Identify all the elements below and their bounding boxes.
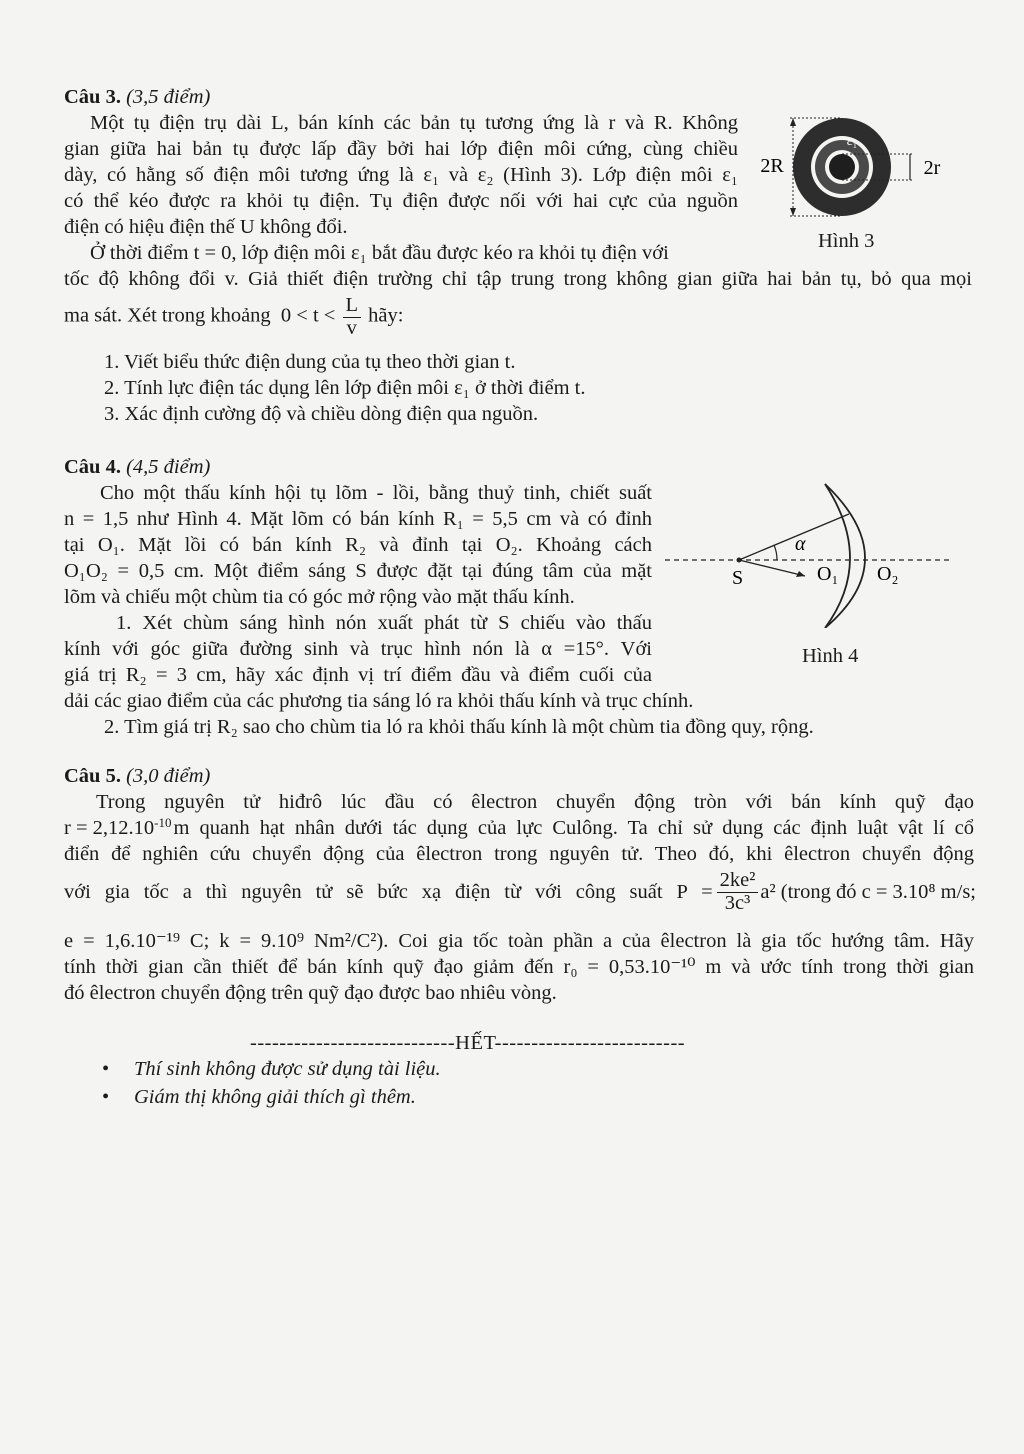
q4-line: Cho một thấu kính hội tụ lõm - lồi, bằng thuỷ tinh, chiết suất (100, 482, 652, 504)
inner-ray (739, 560, 805, 576)
q4-line: O₁O₂ = 0,5 cm. Một điểm sáng S được đặt tại đúng tâm của mặt (64, 560, 652, 582)
power-fraction: $\frac{\text{2ke²}}{\text{3c³}}$ (717, 870, 759, 914)
label-alpha: α (795, 533, 806, 555)
question-5-cont (64, 928, 976, 1006)
q3-line: tốc độ không đổi v. Giả thiết điện trường chỉ tập trung trong không gian giữa hai bản tụ, bỏ qua mọi (64, 268, 972, 290)
convex-surface (825, 484, 865, 628)
point-source (737, 558, 742, 563)
figure-3-capacitor (760, 112, 960, 227)
figure-3-caption: Hình 3 (818, 230, 875, 252)
q4-line: tại O₁. Mặt lồi có bán kính R₂ và đỉnh tại O₂. Khoảng cách (64, 534, 652, 556)
figure-4-lens (665, 478, 955, 628)
label-s: S (732, 567, 744, 589)
end-marker: ----------------------------HẾT-------------------------- (250, 1032, 686, 1054)
q3-task: 1. Viết biểu thức điện dung của tụ theo thời gian t. (104, 351, 516, 373)
q4-heading: Câu 4. (4,5 điểm) (64, 456, 211, 478)
q3-line: Ở thời điểm t = 0, lớp điện môi ε₁ bắt đầu được kéo ra khỏi tụ điện với (90, 242, 669, 264)
inner-conductor (829, 154, 855, 180)
q3-heading: Câu 3. (3,5 điểm) (64, 86, 211, 108)
figure-4-caption: Hình 4 (802, 645, 859, 667)
q3-line: gian giữa hai bản tụ được lấp đầy bởi hai lớp điện môi cứng, cùng chiều (64, 138, 738, 160)
q3-task: 2. Tính lực điện tác dụng lên lớp điện môi ε₁ ở thời điểm t. (104, 377, 586, 399)
q3-line: Một tụ điện trụ dài L, bán kính các bản tụ tương ứng là r và R. Không (90, 112, 738, 134)
q5-power-formula: với gia tốc a thì nguyên tử sẽ bức xạ điện từ với công suất P = $\frac{\text{2ke²}}{\text{3c³}}$ a² (trong đó c = 3.10⁸ m/s; (64, 869, 976, 914)
q3-tasks (104, 349, 804, 427)
q4-line: kính với góc giữa đường sinh và trục hình nón là α =15°. Với (64, 638, 652, 660)
q3-line: điện có hiệu điện thế U không đổi. (64, 216, 348, 238)
q5-line: Trong nguyên tử hiđrô lúc đầu có êlectron chuyển động tròn với bán kính quỹ đạo (96, 791, 974, 813)
q4-line: giá trị R₂ = 3 cm, hãy xác định vị trí điểm đầu và điểm cuối của (64, 664, 652, 686)
label-o2: O₂ (877, 563, 899, 585)
note-2: • Giám thị không giải thích gì thêm. (134, 1086, 416, 1109)
label-2R: 2R (760, 155, 784, 177)
q5-line: e = 1,6.10⁻¹⁹ C; k = 9.10⁹ Nm²/C²). Coi gia tốc toàn phần a của êlectron là gia tốc hướng tâm. Hãy (64, 930, 974, 952)
q4-line: dải các giao điểm của các phương tia sáng ló ra khỏi thấu kính và trục chính. (64, 690, 694, 712)
q3-line: có thể kéo được ra khỏi tụ điện. Tụ điện được nối với hai cực của nguồn (64, 190, 738, 212)
label-epsilon-1: ε₁ (846, 134, 858, 149)
q3-task: 3. Xác định cường độ và chiều dòng điện qua nguồn. (104, 403, 539, 425)
q5-line: $r = 2,12.10^{-10}$ m quanh hạt nhân dưới tác dụng của lực Culông. Ta chỉ sử dụng các định luật vật lí cổ (64, 815, 974, 839)
edge-ray (739, 514, 849, 560)
q4-line: n = 1,5 như Hình 4. Mặt lõm có bán kính R₁ = 5,5 cm và có đỉnh (64, 508, 652, 530)
l-over-v-fraction: $\frac{L}{v}$ (343, 295, 362, 339)
question-5 (64, 763, 976, 867)
q5-line: điển để nghiên cứu chuyển động của êlectron trong nguyên tử. Theo đó, khi êlectron chuyển động (64, 843, 974, 865)
q5-line: đó êlectron chuyển động trên quỹ đạo được bao nhiêu vòng. (64, 982, 557, 1004)
note-1: • Thí sinh không được sử dụng tài liệu. (134, 1058, 441, 1081)
label-o1: O₁ (817, 563, 839, 585)
q4-line: 2. Tìm giá trị R₂ sao cho chùm tia ló ra khỏi thấu kính là một chùm tia đồng quy, rộng. (104, 716, 814, 738)
label-2r: 2r (923, 157, 941, 179)
q4-line: lõm và chiếu một chùm tia có góc mở rộng vào mặt thấu kính. (64, 586, 575, 608)
q3-line: dày, có hằng số điện môi tương ứng là ε₁ và ε₂ (Hình 3). Lớp điện môi ε₁ (64, 164, 738, 186)
q5-line: tính thời gian cần thiết để bán kính quỹ đạo giảm đến r₀ = 0,53.10⁻¹⁰ m và ước tính trong thời gian (64, 956, 974, 978)
question-3 (64, 84, 764, 240)
q3-consider: ma sát. Xét trong khoảng 0 < t < $\frac{L}{v}$ hãy: (64, 294, 404, 339)
q4-line: 1. Xét chùm sáng hình nón xuất phát từ S chiếu vào thấu (116, 612, 652, 634)
q5-heading: Câu 5. (3,0 điểm) (64, 765, 211, 787)
